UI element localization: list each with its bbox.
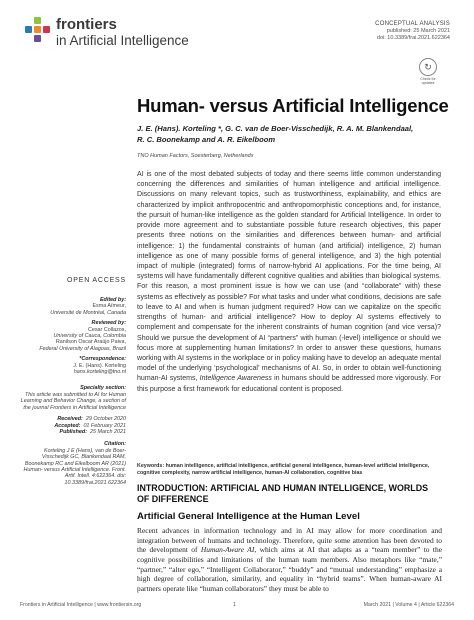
citation-text: Korteling J E (Hans), van de Boer-Visschedijk GC, Blankendaal RAM, Boonekamp RC and Eikelboom AR (2021) Human- versus Artificial Intelligence. Front. Artif. Intell. 4:622364. doi: 10.3389/frai.2021.622364 — [23, 447, 126, 486]
published-date: published: 25 March 2021 — [386, 28, 450, 34]
correspondence-label: *Correspondence: — [79, 356, 126, 363]
frontiers-logo-icon — [22, 15, 52, 45]
reviewer-2-name[interactable]: Ranilson Oscar Araújo Paiva, — [55, 339, 126, 346]
check-for-updates-button[interactable] — [417, 58, 439, 84]
reviewer-1-affiliation: University of Cauca, Colombia — [53, 333, 126, 340]
accepted-label: Accepted: — [54, 422, 81, 429]
reviewed-by-label: Reviewed by: — [91, 320, 126, 327]
keywords-label: Keywords: — [137, 463, 165, 469]
editor-name[interactable]: Esma Aïmeur, — [92, 303, 126, 310]
published-date-left: 25 March 2021 — [90, 428, 126, 435]
page-number: 1 — [233, 602, 236, 608]
affiliation: TNO Human Factors, Soesterberg, Netherlands — [137, 153, 254, 159]
specialty-section-label: Specialty section: — [80, 385, 126, 392]
updates-label: Check for updates — [420, 77, 436, 85]
reviewer-1-name[interactable]: Cesar Collazos, — [87, 326, 126, 333]
authors — [137, 124, 457, 145]
reviewer-2-affiliation: Federal University of Alagoas, Brazil — [39, 345, 126, 352]
footer-issue-info: March 2021 | Volume 4 | Article 622364 — [363, 602, 454, 608]
article-type: CONCEPTUAL ANALYSIS — [375, 21, 450, 27]
received-label: Received: — [57, 416, 83, 423]
received-date: 29 October 2020 — [85, 416, 126, 423]
brand-name: frontiers — [56, 16, 117, 33]
body-emphasis: Human-Aware AI — [200, 545, 255, 555]
abstract-emphasis: Intelligence Awareness — [199, 375, 272, 383]
doi-link[interactable]: doi: 10.3389/frai.2021.622364 — [376, 35, 450, 41]
body-text-2: , which aims at AI that adapts as a “team member” to the cognitive possibilities and limitations of the human team members. Also metaphors like “mate,” “partner,” “alter ego,” “Intelligent Collaborator,” “buddy” and “mutual understanding” emphasize a high degree of collaboration, similarity, and equality in “hybrid teams”. When human-aware AI partners operate like “human collaborators” they must be able to — [137, 545, 442, 593]
correspondence-email[interactable]: hans.korteling@tno.nl — [73, 369, 126, 376]
article-info-sidebar — [20, 293, 126, 486]
published-row — [20, 429, 126, 435]
keywords — [137, 463, 441, 478]
specialty-section-text: This article was submitted to AI for Human Learning and Behavior Change, a section of the journal Frontiers in Artificial Intelligence — [20, 391, 126, 411]
correspondence-name: J. E. (Hans). Korteling — [73, 362, 126, 369]
journal-name: in Artificial Intelligence — [56, 33, 189, 48]
footer-journal-link[interactable]: Frontiers in Artificial Intelligence | www.frontiersin.org — [20, 602, 142, 608]
open-access-label: OPEN ACCESS — [67, 277, 126, 284]
article-meta — [375, 21, 450, 42]
accepted-date: 01 February 2021 — [83, 422, 126, 429]
keywords-list[interactable]: human intelligence, artificial intelligence, artificial general intelligence, human-level artificial intelligence, cognitive complexity, narrow artificial intelligence, human-AI collaboration, cognitive bias — [137, 463, 430, 477]
abstract-text-1: AI is one of the most debated subjects of today and there seems little common understanding concerning the differences and similarities of human intelligence and artificial intelligence. Discussions on many relevant topics, such as trustworthiness, explainability, and ethics are characterized by implicit anthropocentric and anthropomorphistic conceptions and, for instance, the pursuit of human-like intelligence as the golden standard for Artificial Intelligence. In order to provide more agreement and to substantiate possible future research objectives, this paper presents three notions on the similarities and differences between human- and artificial intelligence: 1) the fundamental constraints of human (and artificial) intelligence, 2) human intelligence as one of many possible forms of general intelligence, and 3) the high potential impact of multiple (integrated) forms of narrow-hybrid AI applications. For the time being, AI systems will have fundamentally different cognitive qualities and abilities than biological systems. For this reason, a most prominent issue is how we can use (and “collaborate” with) these systems as effectively as possible? For what tasks and under what conditions, decisions are safe to leave to AI and when is human judgment required? How can we capitalize on the specific strengths of human- and artificial intelligence? How to deploy AI systems effectively to complement and compensate for the inherent constraints of human cognition (and vice versa)? Should we pursue the development of AI “partners” with human (-level) intelligence or should we focus more at supplementing human limitations? In order to answer these questions, humans working with AI systems in the workplace or in policy making have to develop an adequate mental model of the underlying ‘psychological’ mechanisms of AI. So, in order to obtain well-functioning human-AI systems, — [137, 171, 441, 383]
subsection-heading: Artificial General Intelligence at the Human Level — [137, 511, 360, 522]
body-text-1: Recent advances in information technology and in AI may allow for more coordination and integration between of humans and technology. Therefore, quite some attention has been devoted to the development of — [137, 526, 442, 555]
abstract-text-2: in humans should be addressed more vigorously. For this purpose a first framework for educational content is proposed. — [137, 375, 441, 393]
update-icon: ↻ — [419, 58, 437, 76]
body-paragraph — [137, 526, 442, 594]
abstract — [137, 170, 441, 395]
authors-line-1[interactable]: J. E. (Hans). Korteling *, G. C. van de Boer-Visschedijk, R. A. M. Blankendaal, — [137, 124, 414, 133]
article-title: Human- versus Artificial Intelligence — [137, 95, 449, 116]
section-heading: INTRODUCTION: ARTIFICIAL AND HUMAN INTELLIGENCE, WORLDS OF DIFFERENCE — [137, 483, 429, 504]
authors-line-2[interactable]: R. C. Boonekamp and A. R. Eikelboom — [137, 134, 276, 144]
edited-by-label: Edited by: — [99, 297, 126, 303]
citation-label: Citation: — [104, 441, 126, 448]
published-label: Published: — [59, 428, 88, 435]
journal-logo[interactable] — [22, 14, 222, 54]
page-footer — [20, 602, 454, 610]
editor-affiliation: Université de Montréal, Canada — [50, 309, 126, 316]
